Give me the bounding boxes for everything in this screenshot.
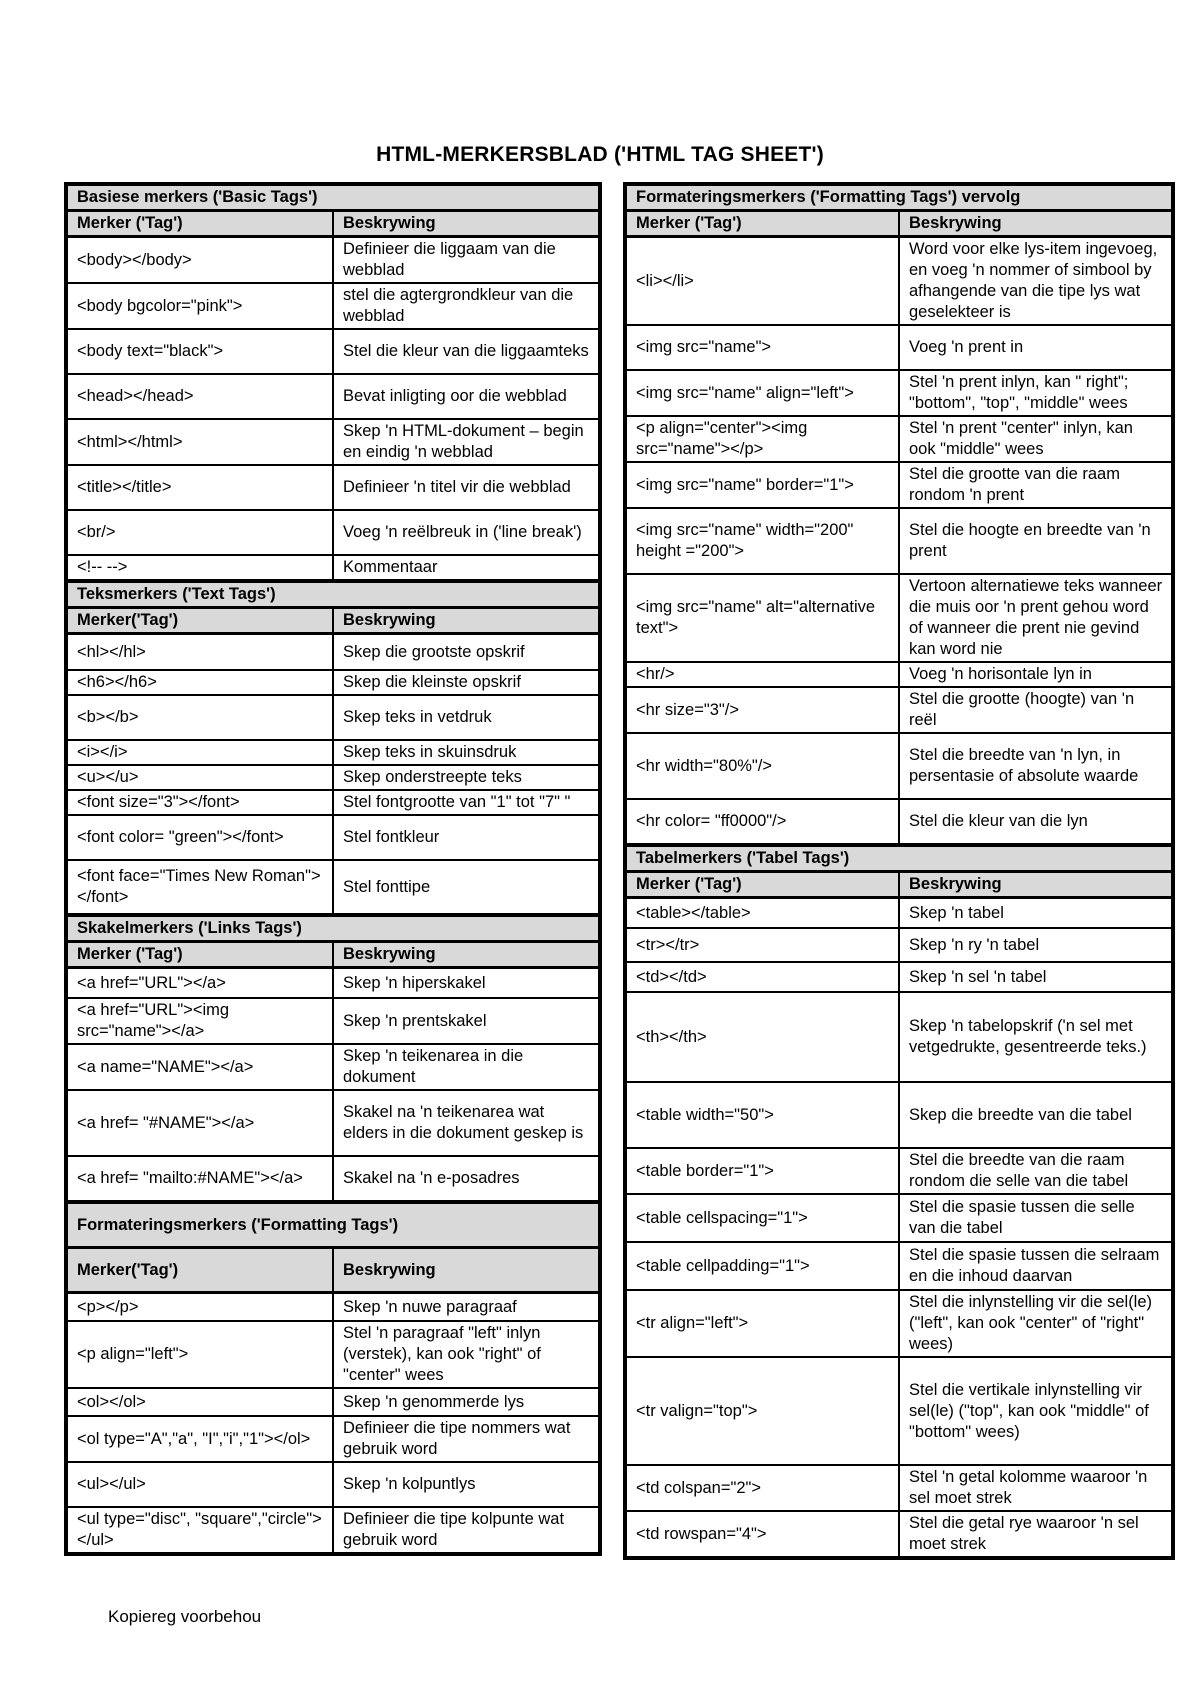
left-tag-table (64, 182, 602, 1556)
description-cell: Skep 'n ry 'n tabel (899, 928, 1173, 962)
column-header-row (66, 942, 600, 968)
description-cell: Stel fontgrootte van "1" tot "7" " (333, 790, 600, 815)
right-column (623, 182, 1175, 1560)
section-heading-row (625, 184, 1173, 211)
table-row (625, 687, 1173, 733)
column-header-tag: Merker ('Tag') (66, 942, 333, 968)
description-cell: Bevat inligting oor die webblad (333, 374, 600, 419)
table-row (625, 1242, 1173, 1290)
column-header-tag: Merker ('Tag') (625, 211, 899, 237)
description-cell: Skep onderstreepte teks (333, 765, 600, 790)
description-cell: Voeg 'n prent in (899, 325, 1173, 370)
table-row (625, 992, 1173, 1082)
table-row (66, 968, 600, 999)
table-row (66, 740, 600, 765)
tag-cell: <br/> (66, 510, 333, 555)
column-header-description: Beskrywing (333, 942, 600, 968)
description-cell: Definieer die tipe kolpunte wat gebruik word (333, 1507, 600, 1554)
description-cell: Stel 'n getal kolomme waaroor 'n sel moet strek (899, 1465, 1173, 1511)
description-cell: Skep 'n kolpuntlys (333, 1462, 600, 1507)
description-cell: Stel die breedte van 'n lyn, in persentasie of absolute waarde (899, 733, 1173, 799)
table-row (66, 237, 600, 284)
description-cell: Skep die kleinste opskrif (333, 670, 600, 695)
table-row (66, 670, 600, 695)
tag-cell: <th></th> (625, 992, 899, 1082)
section-title: Formateringsmerkers ('Formatting Tags') vervolg (625, 184, 1173, 211)
section-title: Skakelmerkers ('Links Tags') (66, 915, 600, 942)
tag-cell: <ol type="A","a", "I","i","1"></ol> (66, 1416, 333, 1462)
tag-cell: <a href= "#NAME"></a> (66, 1090, 333, 1156)
column-header-row (625, 872, 1173, 898)
section-title: Basiese merkers ('Basic Tags') (66, 184, 600, 211)
table-row (625, 662, 1173, 687)
description-cell: Skakel na 'n e-posadres (333, 1156, 600, 1202)
tag-cell: <td rowspan="4"> (625, 1511, 899, 1558)
description-cell: Stel die spasie tussen die selraam en die inhoud daarvan (899, 1242, 1173, 1290)
tag-cell: <td colspan="2"> (625, 1465, 899, 1511)
table-row (66, 1462, 600, 1507)
tag-cell: <font face="Times New Roman"></font> (66, 860, 333, 915)
column-header-tag: Merker ('Tag') (625, 872, 899, 898)
table-row (66, 555, 600, 581)
description-cell: Skep die grootste opskrif (333, 634, 600, 671)
tag-cell: <tr valign="top"> (625, 1357, 899, 1465)
section-title: Tabelmerkers ('Tabel Tags') (625, 845, 1173, 872)
section-heading-row (66, 1202, 600, 1248)
column-header-row (66, 608, 600, 634)
table-row (625, 1082, 1173, 1148)
description-cell: Stel die vertikale inlynstelling vir sel(le) ("top", kan ook "middle" of "bottom" wees) (899, 1357, 1173, 1465)
tag-cell: <hr size="3"/> (625, 687, 899, 733)
description-cell: Skep die breedte van die tabel (899, 1082, 1173, 1148)
tag-cell: <hr/> (625, 662, 899, 687)
table-row (625, 508, 1173, 574)
table-row (66, 1090, 600, 1156)
table-row (66, 1044, 600, 1090)
tag-cell: <ul></ul> (66, 1462, 333, 1507)
tag-cell: <b></b> (66, 695, 333, 740)
tag-cell: <a href="URL"><img src="name"></a> (66, 998, 333, 1044)
description-cell: Word voor elke lys-item ingevoeg, en voeg 'n nommer of simbool by afhangende van die tipe lys wat geselekteer is (899, 237, 1173, 326)
table-row (625, 1194, 1173, 1242)
description-cell: Definieer 'n titel vir die webblad (333, 465, 600, 510)
description-cell: Stel 'n paragraaf "left" inlyn (verstek), kan ook "right" of "center" wees (333, 1321, 600, 1388)
description-cell: Skakel na 'n teikenarea wat elders in die dokument geskep is (333, 1090, 600, 1156)
description-cell: Skep 'n HTML-dokument – begin en eindig 'n webblad (333, 419, 600, 465)
description-cell: Skep 'n tabelopskrif ('n sel met vetgedrukte, gesentreerde teks.) (899, 992, 1173, 1082)
tag-cell: <font color= "green"></font> (66, 815, 333, 860)
description-cell: Vertoon alternatiewe teks wanneer die muis oor 'n prent gehou word of wanneer die prent nie gevind kan word nie (899, 574, 1173, 662)
description-cell: Skep 'n nuwe paragraaf (333, 1293, 600, 1322)
column-header-tag: Merker('Tag') (66, 1248, 333, 1293)
description-cell: Stel die kleur van die liggaamteks (333, 329, 600, 374)
column-header-description: Beskrywing (899, 872, 1173, 898)
description-cell: Stel die grootte van die raam rondom 'n prent (899, 462, 1173, 508)
description-cell: Kommentaar (333, 555, 600, 581)
column-header-description: Beskrywing (333, 608, 600, 634)
description-cell: Definieer die liggaam van die webblad (333, 237, 600, 284)
description-cell: Stel die grootte (hoogte) van 'n reël (899, 687, 1173, 733)
description-cell: Voeg 'n horisontale lyn in (899, 662, 1173, 687)
table-row (66, 790, 600, 815)
description-cell: Skep teks in skuinsdruk (333, 740, 600, 765)
tag-cell: <img src="name" align="left"> (625, 370, 899, 416)
left-column (64, 182, 602, 1556)
tag-cell: <body></body> (66, 237, 333, 284)
table-row (625, 462, 1173, 508)
table-row (66, 283, 600, 329)
tag-cell: <i></i> (66, 740, 333, 765)
description-cell: Skep 'n genommerde lys (333, 1388, 600, 1416)
description-cell: Stel die kleur van die lyn (899, 799, 1173, 845)
column-header-description: Beskrywing (899, 211, 1173, 237)
tag-cell: <tr align="left"> (625, 1290, 899, 1357)
table-row (625, 799, 1173, 845)
tag-cell: <table width="50"> (625, 1082, 899, 1148)
table-row (625, 237, 1173, 326)
column-header-tag: Merker('Tag') (66, 608, 333, 634)
table-row (66, 998, 600, 1044)
tag-cell: <img src="name" border="1"> (625, 462, 899, 508)
table-row (625, 1465, 1173, 1511)
table-row (66, 510, 600, 555)
description-cell: Stel 'n prent inlyn, kan " right"; "bottom", "top", "middle" wees (899, 370, 1173, 416)
description-cell: Stel die getal rye waaroor 'n sel moet strek (899, 1511, 1173, 1558)
table-row (66, 374, 600, 419)
description-cell: Stel fonttipe (333, 860, 600, 915)
tag-cell: <font size="3"></font> (66, 790, 333, 815)
section-title: Teksmerkers ('Text Tags') (66, 581, 600, 608)
table-row (625, 574, 1173, 662)
tag-cell: <body bgcolor="pink"> (66, 283, 333, 329)
description-cell: Stel die inlynstelling vir die sel(le) ("left", kan ook "center" of "right" wees) (899, 1290, 1173, 1357)
table-row (66, 1321, 600, 1388)
tag-cell: <title></title> (66, 465, 333, 510)
column-header-row (66, 211, 600, 237)
tag-cell: <u></u> (66, 765, 333, 790)
table-row (625, 898, 1173, 929)
tag-cell: <table cellpadding="1"> (625, 1242, 899, 1290)
tag-cell: <hr color= "ff0000"/> (625, 799, 899, 845)
table-row (625, 325, 1173, 370)
table-row (66, 1156, 600, 1202)
tag-cell: <!-- --> (66, 555, 333, 581)
table-row (66, 1507, 600, 1554)
table-row (625, 416, 1173, 462)
table-row (625, 1290, 1173, 1357)
description-cell: Stel die breedte van die raam rondom die selle van die tabel (899, 1148, 1173, 1194)
table-row (66, 860, 600, 915)
table-row (625, 370, 1173, 416)
column-header-row (625, 211, 1173, 237)
table-row (625, 1357, 1173, 1465)
column-header-row (66, 1248, 600, 1293)
description-cell: Stel fontkleur (333, 815, 600, 860)
table-row (66, 329, 600, 374)
tag-cell: <hl></hl> (66, 634, 333, 671)
table-row (66, 1416, 600, 1462)
tag-cell: <body text="black"> (66, 329, 333, 374)
table-row (625, 733, 1173, 799)
right-tag-table (623, 182, 1175, 1560)
column-header-tag: Merker ('Tag') (66, 211, 333, 237)
section-heading-row (625, 845, 1173, 872)
section-heading-row (66, 581, 600, 608)
tag-cell: <a href="URL"></a> (66, 968, 333, 999)
description-cell: stel die agtergrondkleur van die webblad (333, 283, 600, 329)
table-row (66, 695, 600, 740)
column-header-description: Beskrywing (333, 211, 600, 237)
tag-cell: <p align="center"><img src="name"></p> (625, 416, 899, 462)
tag-cell: <hr width="80%"/> (625, 733, 899, 799)
description-cell: Skep 'n tabel (899, 898, 1173, 929)
description-cell: Skep teks in vetdruk (333, 695, 600, 740)
table-row (66, 765, 600, 790)
table-row (66, 419, 600, 465)
tag-cell: <a href= "mailto:#NAME"></a> (66, 1156, 333, 1202)
description-cell: Skep 'n teikenarea in die dokument (333, 1044, 600, 1090)
description-cell: Skep 'n sel 'n tabel (899, 962, 1173, 992)
tag-cell: <td></td> (625, 962, 899, 992)
table-row (625, 1511, 1173, 1558)
column-header-description: Beskrywing (333, 1248, 600, 1293)
table-row (66, 815, 600, 860)
description-cell: Stel die hoogte en breedte van 'n prent (899, 508, 1173, 574)
tag-cell: <tr></tr> (625, 928, 899, 962)
description-cell: Stel 'n prent "center" inlyn, kan ook "middle" wees (899, 416, 1173, 462)
table-row (625, 928, 1173, 962)
description-cell: Voeg 'n reëlbreuk in ('line break') (333, 510, 600, 555)
description-cell: Skep 'n hiperskakel (333, 968, 600, 999)
tag-cell: <html></html> (66, 419, 333, 465)
tag-cell: <img src="name"> (625, 325, 899, 370)
table-row (625, 1148, 1173, 1194)
tag-cell: <h6></h6> (66, 670, 333, 695)
table-row (625, 962, 1173, 992)
table-row (66, 634, 600, 671)
copyright-footer: Kopiereg voorbehou (108, 1607, 262, 1626)
description-cell: Skep 'n prentskakel (333, 998, 600, 1044)
section-title: Formateringsmerkers ('Formatting Tags') (66, 1202, 600, 1248)
tag-cell: <table cellspacing="1"> (625, 1194, 899, 1242)
table-row (66, 465, 600, 510)
description-cell: Definieer die tipe nommers wat gebruik word (333, 1416, 600, 1462)
tag-cell: <img src="name" width="200" height ="200"> (625, 508, 899, 574)
tag-cell: <img src="name" alt="alternative text"> (625, 574, 899, 662)
page-title: HTML-MERKERSBLAD ('HTML TAG SHEET') (376, 143, 824, 166)
tag-cell: <table border="1"> (625, 1148, 899, 1194)
tag-cell: <li></li> (625, 237, 899, 326)
section-heading-row (66, 184, 600, 211)
tag-cell: <ul type="disc", "square","circle"> </ul> (66, 1507, 333, 1554)
tag-cell: <p align="left"> (66, 1321, 333, 1388)
table-row (66, 1388, 600, 1416)
section-heading-row (66, 915, 600, 942)
tag-cell: <table></table> (625, 898, 899, 929)
tag-cell: <ol></ol> (66, 1388, 333, 1416)
tag-cell: <head></head> (66, 374, 333, 419)
description-cell: Stel die spasie tussen die selle van die tabel (899, 1194, 1173, 1242)
table-row (66, 1293, 600, 1322)
tag-cell: <a name="NAME"></a> (66, 1044, 333, 1090)
tag-cell: <p></p> (66, 1293, 333, 1322)
